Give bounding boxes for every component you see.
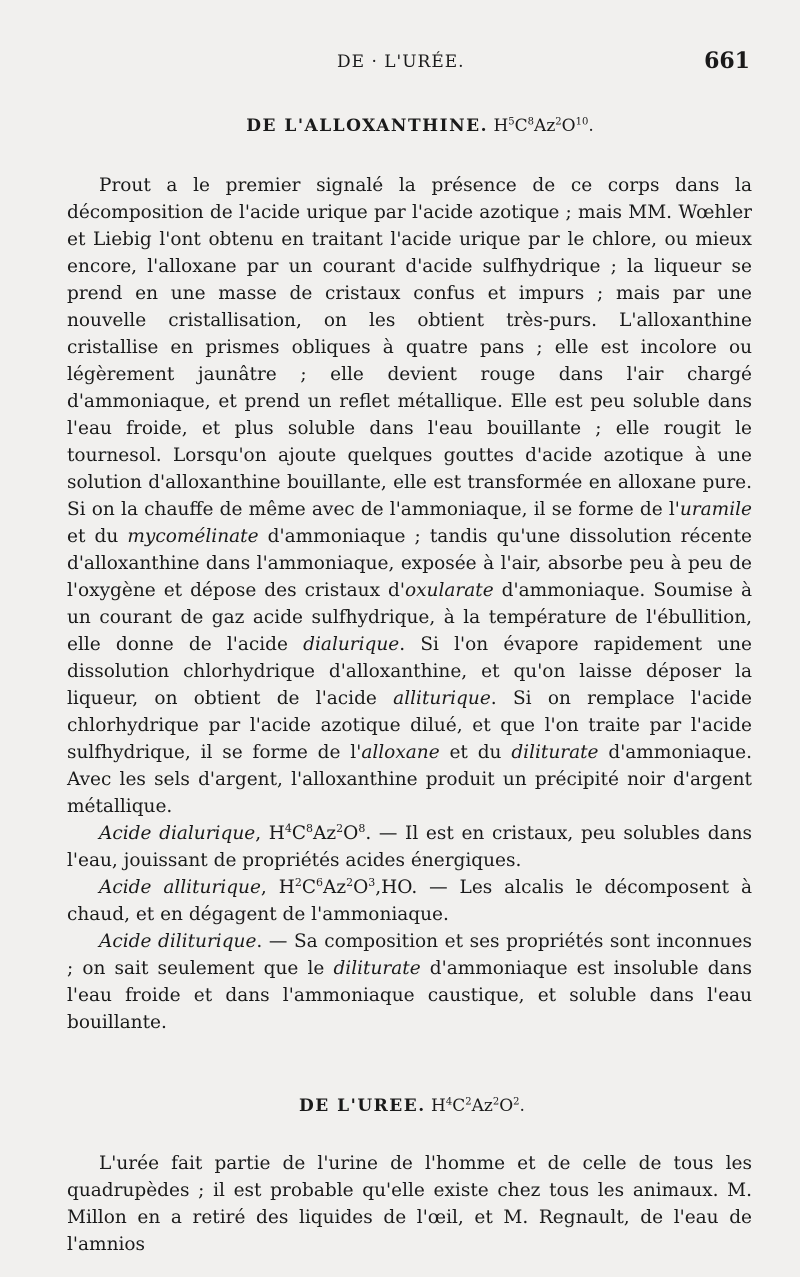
running-title: DE · L'URÉE. [337, 52, 465, 72]
paragraph-acide-alliturique: Acide alliturique, $H^2C^6Az^2O^3,HO$. — Les alcalis le décomposent à chaud, et en dégagent de l'ammoniaque. [67, 875, 752, 925]
section-heading-alloxanthine [20, 116, 800, 136]
page-number: 661 [704, 48, 750, 74]
paragraph: Prout a le premier signalé la présence de ce corps dans la décomposition de l'acide urique par l'acide azotique ; mais MM. Wœhler et Liebig l'ont obtenu en traitant l'acide urique par le chlore, ou mieux encore, l'alloxane par un courant d'acide sulfhydrique ; la liqueur se prend en une masse de cristaux confus et impurs ; mais par une nouvelle cristallisation, on les obtient très-purs. L'alloxanthine cristallise en prismes obliques à quatre pans ; elle est incolore ou légèrement jaunâtre ; elle devient rouge dans l'air chargé d'ammoniaque, et prend un reflet métallique. Elle est peu soluble dans l'eau froide, et plus soluble dans l'eau bouillante ; elle rougit le tournesol. Lorsqu'on ajoute quelques gouttes d'acide azotique à une solution d'alloxanthine bouillante, elle est transformée en alloxane pure. Si on la chauffe de même avec de l'ammoniaque, il se forme de l'uramile et du mycomélinate d'ammoniaque ; tandis qu'une dissolution récente d'alloxanthine dans l'ammoniaque, exposée à l'air, absorbe peu à peu de l'oxygène et dépose des cristaux d'oxularate d'ammoniaque. Soumise à un courant de gaz acide sulfhydrique, à la température de l'ébullition, elle donne de l'acide dialurique. Si l'on évapore rapidement une dissolution chlorhydrique d'alloxanthine, et qu'on laisse déposer la liqueur, on obtient de l'acide alliturique. Si on remplace l'acide chlorhydrique par l'acide azotique dilué, et que l'on traite par l'acide sulfhydrique, il se forme de l'alloxane et du diliturate d'ammoniaque. Avec les sels d'argent, l'alloxanthine produit un précipité noir d'argent métallique. [67, 175, 753, 817]
section-body-alloxanthine [67, 172, 752, 1036]
paragraph-acide-diliturique: Acide diliturique. — Sa composition et ses propriétés sont inconnues ; on sait seulement que le diliturate d'ammoniaque est insoluble dans l'eau froide et dans l'ammoniaque caustique, et soluble dans l'eau bouillante. [67, 931, 752, 1033]
section-body-uree [67, 1150, 752, 1258]
section-title: DE L'UREE. [299, 1096, 426, 1116]
paragraph: L'urée fait partie de l'urine de l'homme et de celle de tous les quadrupèdes ; il est probable qu'elle existe chez tous les animaux. M. Millon en a retiré des liquides de l'œil, et M. Regnault, de l'eau de l'amnios [67, 1153, 752, 1255]
section-title: DE L'ALLOXANTHINE. [246, 116, 489, 136]
section-heading-uree [12, 1096, 800, 1116]
paragraph-acide-dialurique: Acide dialurique, $H^4C^8Az^2O^8$. — Il est en cristaux, peu solubles dans l'eau, jouissant de propriétés acides énergiques. [67, 821, 752, 871]
chemical-formula: $H^4C^2Az^2O^2$. [431, 1096, 525, 1116]
chemical-formula: $H^5C^8Az^2O^{10}$. [493, 116, 594, 136]
